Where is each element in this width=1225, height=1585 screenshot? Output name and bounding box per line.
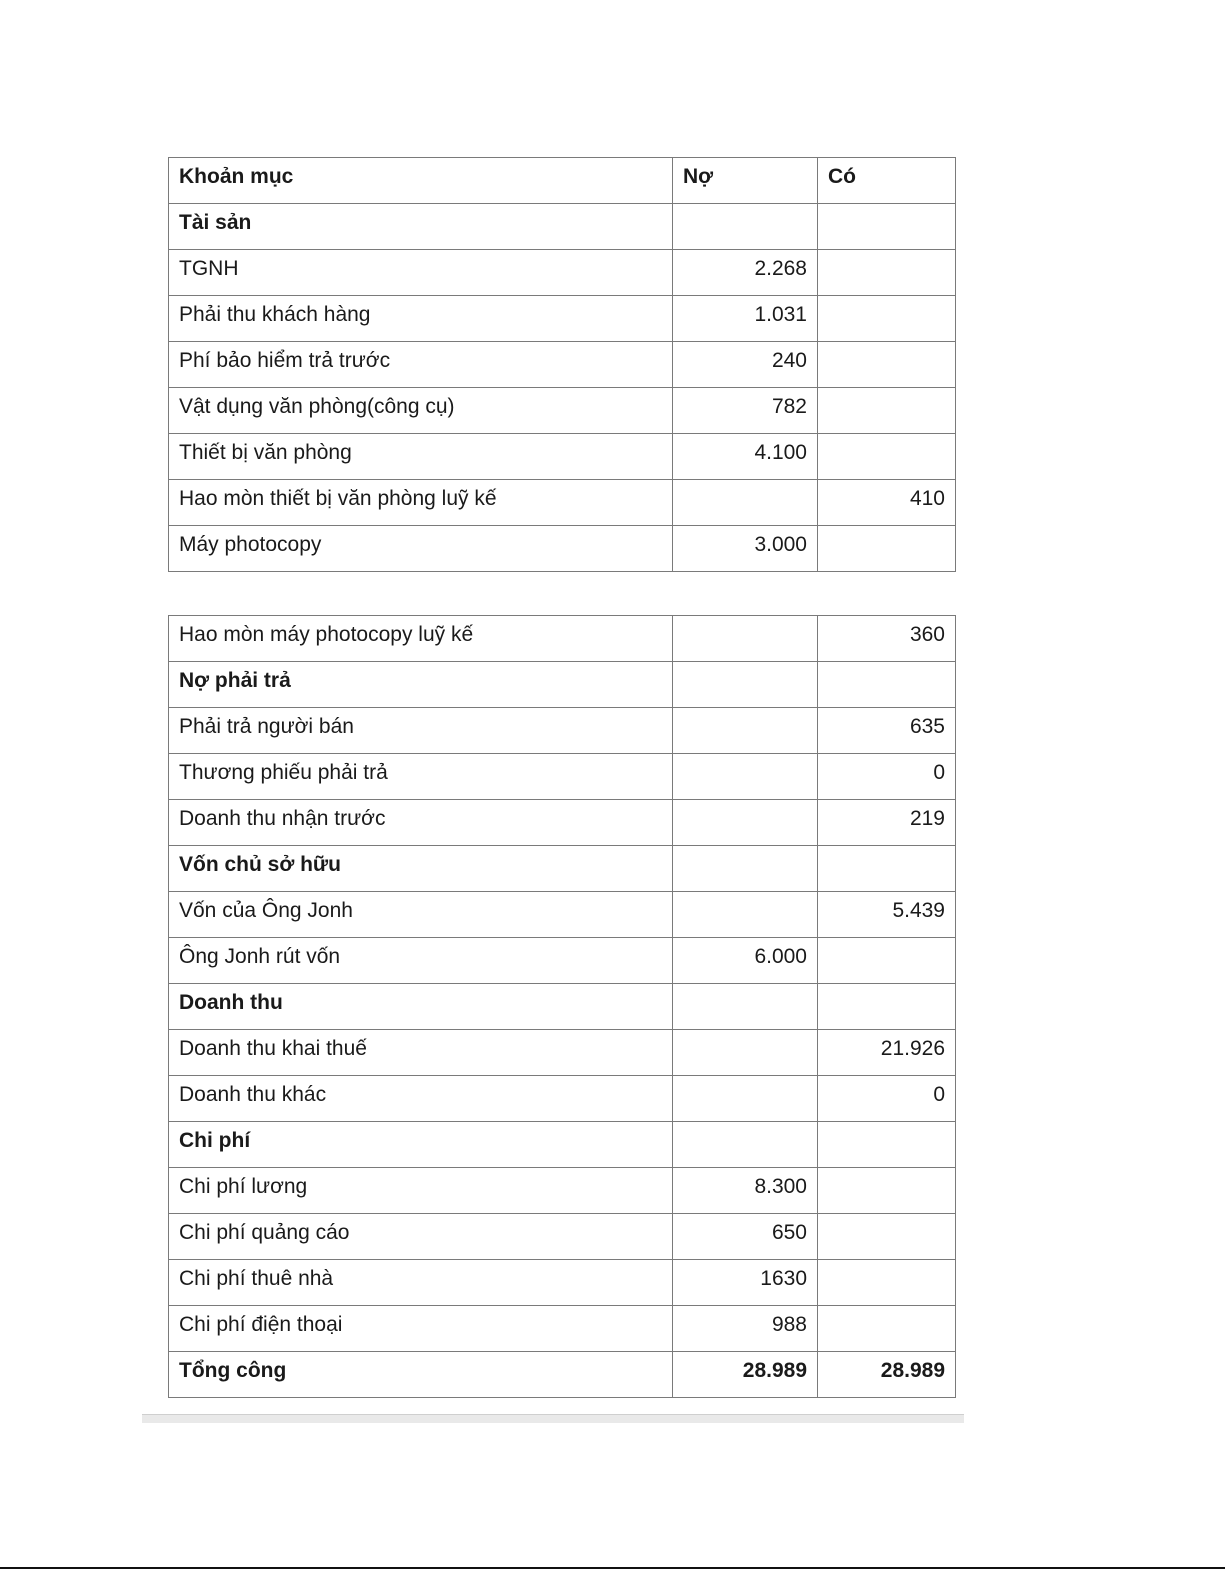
account-cell: Chi phí thuê nhà (169, 1260, 673, 1306)
account-cell: Thiết bị văn phòng (169, 434, 673, 480)
account-cell: Chi phí lương (169, 1168, 673, 1214)
debit-cell (673, 754, 818, 800)
debit-cell (673, 480, 818, 526)
debit-cell: 1.031 (673, 296, 818, 342)
table-row (169, 342, 956, 388)
credit-cell (818, 204, 956, 250)
section-row (169, 662, 956, 708)
account-cell: Phải trả người bán (169, 708, 673, 754)
credit-cell (818, 434, 956, 480)
debit-cell (673, 662, 818, 708)
table-row (169, 250, 956, 296)
table-row (169, 754, 956, 800)
credit-cell (818, 1214, 956, 1260)
debit-cell: 28.989 (673, 1352, 818, 1398)
header-no: Nợ (673, 158, 818, 204)
credit-cell (818, 250, 956, 296)
table-row (169, 616, 956, 662)
credit-cell (818, 526, 956, 572)
table-row (169, 296, 956, 342)
table-row (169, 1030, 956, 1076)
debit-cell (673, 984, 818, 1030)
credit-cell (818, 1306, 956, 1352)
credit-cell (818, 938, 956, 984)
table-row (169, 1168, 956, 1214)
table-row (169, 1306, 956, 1352)
account-cell: Doanh thu nhận trước (169, 800, 673, 846)
credit-cell: 0 (818, 1076, 956, 1122)
account-cell: Thương phiếu phải trả (169, 754, 673, 800)
account-cell: Vốn chủ sở hữu (169, 846, 673, 892)
table-row (169, 1214, 956, 1260)
section-row (169, 846, 956, 892)
account-cell: TGNH (169, 250, 673, 296)
debit-cell: 240 (673, 342, 818, 388)
account-cell: Phải thu khách hàng (169, 296, 673, 342)
credit-cell (818, 1260, 956, 1306)
account-cell: Vốn của Ông Jonh (169, 892, 673, 938)
table-row (169, 526, 956, 572)
credit-cell: 0 (818, 754, 956, 800)
table-row (169, 480, 956, 526)
debit-cell (673, 892, 818, 938)
debit-cell: 4.100 (673, 434, 818, 480)
credit-cell (818, 342, 956, 388)
debit-cell: 6.000 (673, 938, 818, 984)
account-cell: Phí bảo hiểm trả trước (169, 342, 673, 388)
section-row (169, 1122, 956, 1168)
account-cell: Tài sản (169, 204, 673, 250)
account-cell: Chi phí (169, 1122, 673, 1168)
table-row (169, 708, 956, 754)
debit-cell: 8.300 (673, 1168, 818, 1214)
credit-cell: 21.926 (818, 1030, 956, 1076)
header-co: Có (818, 158, 956, 204)
account-cell: Doanh thu (169, 984, 673, 1030)
credit-cell (818, 662, 956, 708)
section-row (169, 984, 956, 1030)
account-cell: Tổng công (169, 1352, 673, 1398)
section-row (169, 204, 956, 250)
credit-cell: 360 (818, 616, 956, 662)
account-cell: Doanh thu khác (169, 1076, 673, 1122)
account-cell: Ông Jonh rút vốn (169, 938, 673, 984)
debit-cell (673, 800, 818, 846)
debit-cell (673, 1076, 818, 1122)
credit-cell: 5.439 (818, 892, 956, 938)
table-row (169, 1076, 956, 1122)
credit-cell (818, 388, 956, 434)
credit-cell: 410 (818, 480, 956, 526)
debit-cell (673, 204, 818, 250)
table-body (169, 158, 956, 572)
debit-cell: 2.268 (673, 250, 818, 296)
credit-cell: 28.989 (818, 1352, 956, 1398)
table-row (169, 388, 956, 434)
page-divider (0, 1567, 1225, 1569)
debit-cell: 650 (673, 1214, 818, 1260)
account-cell: Doanh thu khai thuế (169, 1030, 673, 1076)
table-row (169, 938, 956, 984)
debit-cell: 3.000 (673, 526, 818, 572)
debit-cell (673, 1122, 818, 1168)
debit-cell: 1630 (673, 1260, 818, 1306)
table-row (169, 434, 956, 480)
table-header-row (169, 158, 956, 204)
section-row (169, 1352, 956, 1398)
account-cell: Chi phí điện thoại (169, 1306, 673, 1352)
debit-cell: 782 (673, 388, 818, 434)
debit-cell (673, 616, 818, 662)
account-cell: Nợ phải trả (169, 662, 673, 708)
table-row (169, 892, 956, 938)
debit-cell (673, 1030, 818, 1076)
credit-cell (818, 846, 956, 892)
account-cell: Chi phí quảng cáo (169, 1214, 673, 1260)
header-khoan-muc: Khoản mục (169, 158, 673, 204)
account-cell: Vật dụng văn phòng(công cụ) (169, 388, 673, 434)
account-cell: Hao mòn thiết bị văn phòng luỹ kế (169, 480, 673, 526)
credit-cell: 219 (818, 800, 956, 846)
debit-cell (673, 708, 818, 754)
table-body (169, 616, 956, 1398)
trial-balance-table-part-1 (168, 157, 956, 572)
debit-cell (673, 846, 818, 892)
credit-cell: 635 (818, 708, 956, 754)
table-row (169, 1260, 956, 1306)
credit-cell (818, 1122, 956, 1168)
credit-cell (818, 1168, 956, 1214)
debit-cell: 988 (673, 1306, 818, 1352)
credit-cell (818, 984, 956, 1030)
account-cell: Máy photocopy (169, 526, 673, 572)
page-bottom-edge (142, 1414, 964, 1423)
credit-cell (818, 296, 956, 342)
table-row (169, 800, 956, 846)
account-cell: Hao mòn máy photocopy luỹ kế (169, 616, 673, 662)
trial-balance-table-part-2 (168, 615, 956, 1398)
